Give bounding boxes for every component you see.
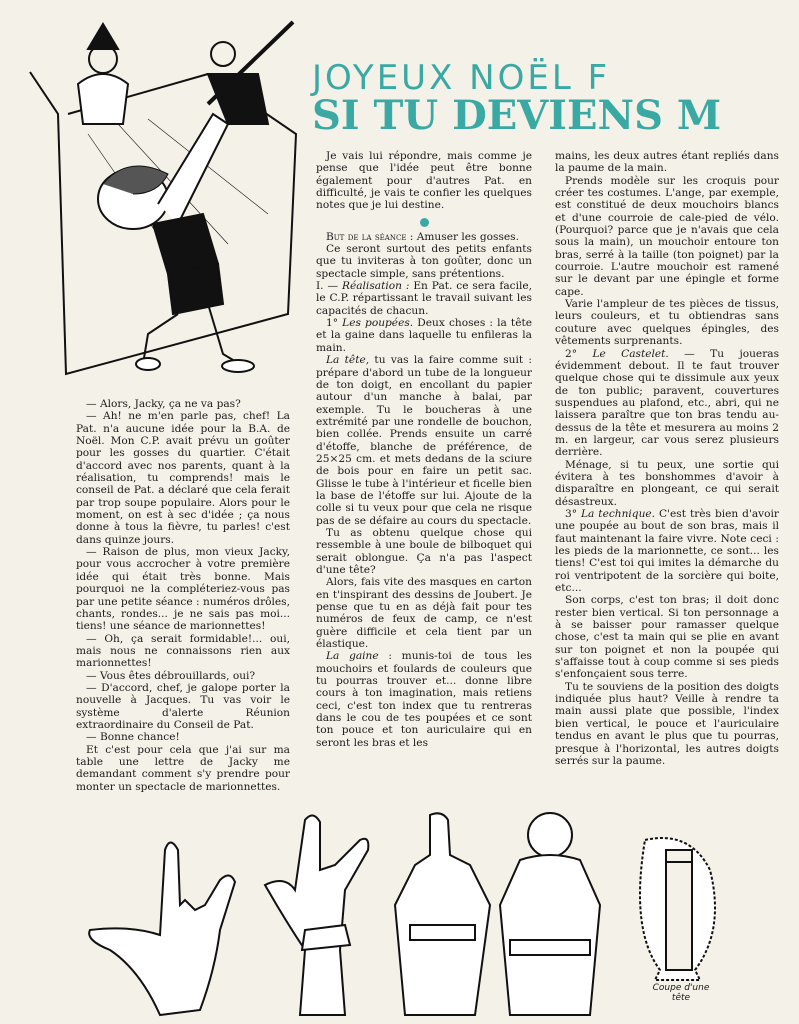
hand-with-cloth-sketch (265, 815, 368, 1015)
dialogue-line: — Bonne chance! (86, 731, 180, 744)
section-label: La technique. (581, 507, 656, 520)
dialogue-line: — Oh, ça serait formidable!... oui, mais nous ne connaissons rien aux marionnettes! (76, 632, 290, 670)
boy-puppeteer-illustration (28, 14, 308, 384)
section-label: Le Castelet. (592, 347, 669, 360)
column-2 (316, 150, 532, 749)
paragraph: La tête, tu vas la faire comme suit : prépare d'abord un tube de la longueur de ton doigt, en encollant du papier autour d'un manche à balai, par exemple. Tu le boucheras à une extrémité par une rondelle de bouchon, bien collée. Prends ensuite un carré d'étoffe, blanche de préférence, de 25×25 cm. et mets dedans de la sciure de bois pour en faire un petit sac. Glisse le tube à l'intérieur et ficelle bien la base de l'étoffe sur lui. Ajoute de la colle si tu veux pour que cela ne risque pas de se défaire au cours du spectacle. (316, 354, 533, 527)
dressed-puppet-sketch (395, 813, 490, 1015)
section-label: Réalisation : (341, 280, 410, 293)
dialogue-line: — Ah! ne m'en parle pas, chef! La Pat. n'a aucune idée pour la B.A. de Noël. Mon C.P. avait prévu un goûter pour les gosses du quartier. C'était d'accord avec nos parents, quant à la réalisation, tu comprends! mais le conseil de Pat. a déclaré que cela ferait par trop soupe populaire. Alors pour le moment, on est à sec d'idée ; ça nous donne à tous la fièvre, tu parles! c'est dans quinze jours. (76, 410, 290, 546)
angel-puppet-sketch (500, 813, 600, 1015)
hand-puppet-sketches (70, 810, 730, 1020)
paragraph: Varie l'ampleur de tes pièces de tissus, leurs couleurs, et tu obtiendras sans couture avec quelques épingles, des vêtements surprenants. (555, 298, 779, 348)
hand-position-sketch (89, 843, 235, 1016)
title-line-1: JOYEUX NOËL F (312, 58, 611, 98)
column-1 (76, 398, 290, 793)
paragraph: But de la séance : Amuser les gosses. (326, 230, 519, 243)
dialogue-line: — D'accord, chef, je galope porter la nouvelle à Jacques. Tu vas voir le système d'alerte Réunion extraordinaire du Conseil de Pat. (76, 681, 290, 731)
paragraph: Son corps, c'est ton bras; il doit donc rester bien vertical. Si ton personnage a à se baisser pour ramasser quelque chose, c'est ta main qui se plie en avant sur ton poignet et non la poupée qui s'affaisse tout à coup comme si ses pieds s'enfonçaient sous terre. (555, 594, 779, 681)
dialogue-line: — Alors, Jacky, ça ne va pas? (86, 398, 241, 410)
dialogue-line: Et c'est pour cela que j'ai sur ma table une lettre de Jacky me demandant comment s'y prendre pour monter un spectacle de marionnettes. (76, 743, 290, 793)
paragraph: I. — Réalisation : En Pat. ce sera facile, le C.P. répartissant le travail suivant les capacités de chacun. (316, 280, 532, 317)
dialogue-line: — Raison de plus, mon vieux Jacky, pour vous accrocher à votre première idée qui était très bonne. Mais pourquoi ne la compléteriez-vous pas par une petite séance : numéros drôles, chants, rondes... je ne sais pas moi... tiens! une séance de marionnettes! (76, 546, 290, 633)
paragraph: Ce seront surtout des petits enfants que tu inviteras à ton goûter, donc un spectacle simple, sans prétentions. (316, 243, 532, 280)
section-bullet-icon (420, 218, 429, 227)
dialogue-line: — Vous êtes débrouillards, oui? (86, 669, 256, 682)
head-cross-section-sketch (640, 838, 715, 980)
section-label: La tête, (326, 354, 370, 367)
section-label: Les poupées. (342, 317, 414, 330)
section-label: But de la séance (326, 230, 407, 243)
paragraph: Ménage, si tu peux, une sortie qui évitera à tes bonshommes d'avoir à disparaître en plongeant, ce qui serait désastreux. (555, 458, 779, 508)
paragraph: Alors, fais vite des masques en carton en t'inspirant des dessins de Joubert. Je pense que tu en as déjà fait pour tes numéros de feux de camp, ce n'est guère difficile et cela tient par un élastique. (316, 576, 532, 651)
paragraph: La gaine : munis-toi de tous les mouchoirs et foulards de couleurs que tu pourras trouver et... donne libre cours à ton imagination, mais retiens ceci, c'est ton index que tu rentreras dans le cou de tes poupées et ce sont ton pouce et ton auriculaire qui en seront les bras et les (316, 650, 532, 749)
paragraph: mains, les deux autres étant repliés dans la paume de la main. (555, 150, 779, 175)
paragraph: 2° Le Castelet. — Tu joueras évidemment debout. Il te faut trouver quelque chose qui te dissimule aux yeux de ton public; paravent, couvertures suspendues au plafond, etc., abri, qui ne laissera paraître que ton bras tendu au-dessus de la tête et mesurera au moins 2 m. en largeur, car vous serez plusieurs derrière. (555, 347, 780, 459)
section-label: La gaine (326, 650, 379, 663)
column-3 (555, 150, 779, 767)
paragraph: Je vais lui répondre, mais comme je pense que l'idée peut être bonne également pour d'autres Pat. en difficulté, je vais te confier les quelques notes que je lui destine. (316, 150, 532, 212)
paragraph: Tu te souviens de la position des doigts indiquée plus haut? Veille à rendre ta main aussi plate que possible, l'index bien vertical, le pouce et l'auriculaire tendus en avant le plus que tu pourras, presque à l'horizontal, les autres doigts serrés sur la paume. (555, 680, 779, 767)
title-line-2: SI TU DEVIENS M (312, 92, 722, 139)
paragraph: 1° Les poupées. Deux choses : la tête et la gaine dans laquelle tu enfileras la main. (316, 317, 532, 354)
paragraph: Prends modèle sur les croquis pour créer tes costumes. L'ange, par exemple, est constitué de deux mouchoirs blancs et d'une courroie de cale-pied de vélo. (Pourquoi? parce que je n'avais que cela sous la main), un mouchoir entoure ton bras, serré à la taille (ton poignet) par la courroie. L'autre mouchoir est ramené sur le devant par une épingle et forme cape. (555, 174, 779, 298)
head-section-caption: Coupe d'une tête (652, 983, 710, 1003)
paragraph: Tu as obtenu quelque chose qui ressemble à une boule de bilboquet qui serait oblongue. Ça n'a pas l'aspect d'une tête? (316, 526, 532, 576)
paragraph: 3° La technique. C'est très bien d'avoir une poupée au bout de son bras, mais il faut maintenant la faire vivre. Note ceci : les pieds de la marionnette, ce sont... les tiens! C'est toi qui imites la démarche du roi ventripotent de la sorcière qui boite, etc... (555, 507, 779, 595)
